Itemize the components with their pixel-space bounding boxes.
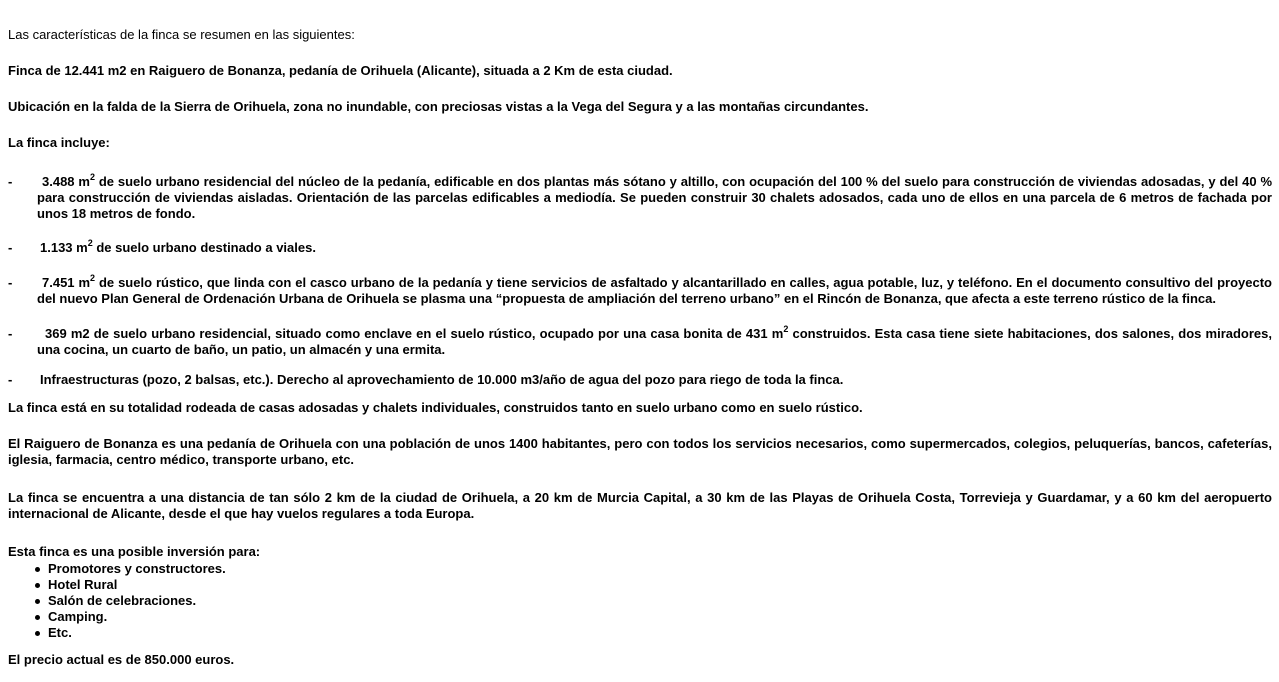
bullet-icon: [35, 567, 40, 572]
item-sup: 2: [89, 171, 95, 182]
item-sup: 2: [87, 237, 93, 248]
list-dash: -: [8, 326, 13, 341]
list-item: Hotel Rural: [8, 577, 226, 593]
item-text: de suelo rústico, que linda con el casco urbano de la pedanía y tiene servicios de asfaltado y alcantarillado en calles, agua potable, luz, y teléfono. En el documento consultivo del proyecto del nuevo Plan General de Ordenación Urbana de Orihuela se plasma una “propuesta de ampliación del terreno urbano” en el Rincón de Bonanza, que afecta a este terreno rústico de la finca.: [37, 275, 1272, 306]
item-value: 3.488 m: [42, 174, 90, 189]
list-item-text: [37, 171, 1272, 222]
item-sup: 2: [90, 272, 96, 283]
ubicacion-text: Ubicación en la falda de la Sierra de Orihuela, zona no inundable, con preciosas vistas a la Vega del Segura y a las montañas circundantes.: [8, 99, 869, 114]
list-item: Salón de celebraciones.: [8, 593, 226, 609]
item-value: Infraestructuras (pozo, 2 balsas, etc.). Derecho al aprovechamiento de 10.000 m3/año de agua del pozo para riego de toda la finca.: [40, 372, 844, 387]
precio-text: El precio actual es de 850.000 euros.: [8, 652, 235, 667]
distancia-text: La finca se encuentra a una distancia de tan sólo 2 km de la ciudad de Orihuela, a 20 km de Murcia Capital, a 30 km de las Playas de Orihuela Costa, Torrevieja y Guardamar, y a 60 km del aeropuerto internacional de Alicante, desde el que hay vuelos regulares a toda Europa.: [8, 490, 1272, 521]
list-item-text: [37, 237, 1272, 256]
bullet-icon: [35, 615, 40, 620]
list-dash: -: [8, 240, 13, 255]
item-value: 369 m2 de suelo urbano residencial, situado como enclave en el suelo rústico, ocupado por una casa bonita de 431 m: [45, 326, 784, 341]
list-dash: -: [8, 372, 13, 387]
item-value: 7.451 m: [42, 275, 91, 290]
item-value: 1.133 m: [40, 240, 88, 255]
list-dash: -: [8, 275, 13, 290]
list-item: Etc.: [8, 625, 226, 641]
bullet-icon: [35, 583, 40, 588]
raiguero-text: El Raiguero de Bonanza es una pedanía de Orihuela con una población de unos 1400 habitantes, pero con todos los servicios necesarios, como supermercados, colegios, peluquerías, bancos, cafeterías, iglesia, farmacia, centro médico, transporte urbano, etc.: [8, 436, 1272, 467]
bullet-icon: [35, 599, 40, 604]
list-item-text: [37, 323, 1273, 358]
item-text: de suelo urbano destinado a viales.: [92, 240, 316, 255]
incluye-heading: La finca incluye:: [8, 135, 110, 150]
item-text: de suelo urbano residencial del núcleo de la pedanía, edificable en dos plantas más sótano y altillo, con ocupación del 100 % del suelo para construcción de viviendas adosadas, y del 40 % para construcción de viviendas aisladas. Orientación de las parcelas edificables a mediodía. Se pueden construir 30 chalets adosados, cada uno de ellos en una parcela de 6 metros de fachada por unos 18 metros de fondo.: [37, 174, 1272, 221]
finca-title: Finca de 12.441 m2 en Raiguero de Bonanza, pedanía de Orihuela (Alicante), situada a 2 Km de esta ciudad.: [8, 63, 673, 78]
list-item-text: [37, 372, 1272, 388]
item-text: construidos. Esta casa tiene siete habitaciones, dos salones, dos miradores, una cocina, un cuarto de baño, un patio, un almacén y una ermita.: [37, 326, 1273, 357]
item-sup: 2: [783, 323, 789, 334]
bullet-icon: [35, 631, 40, 636]
rodeada-text: La finca está en su totalidad rodeada de casas adosadas y chalets individuales, construidos tanto en suelo urbano como en suelo rústico.: [8, 400, 863, 415]
list-dash: -: [8, 174, 13, 189]
list-item: Camping.: [8, 609, 226, 625]
inversion-heading: Esta finca es una posible inversión para:: [8, 544, 261, 559]
list-item-text: [37, 272, 1272, 307]
list-item: Promotores y constructores.: [8, 561, 226, 577]
inversion-list: [8, 561, 226, 641]
intro-text: Las características de la finca se resumen en las siguientes:: [8, 27, 355, 42]
